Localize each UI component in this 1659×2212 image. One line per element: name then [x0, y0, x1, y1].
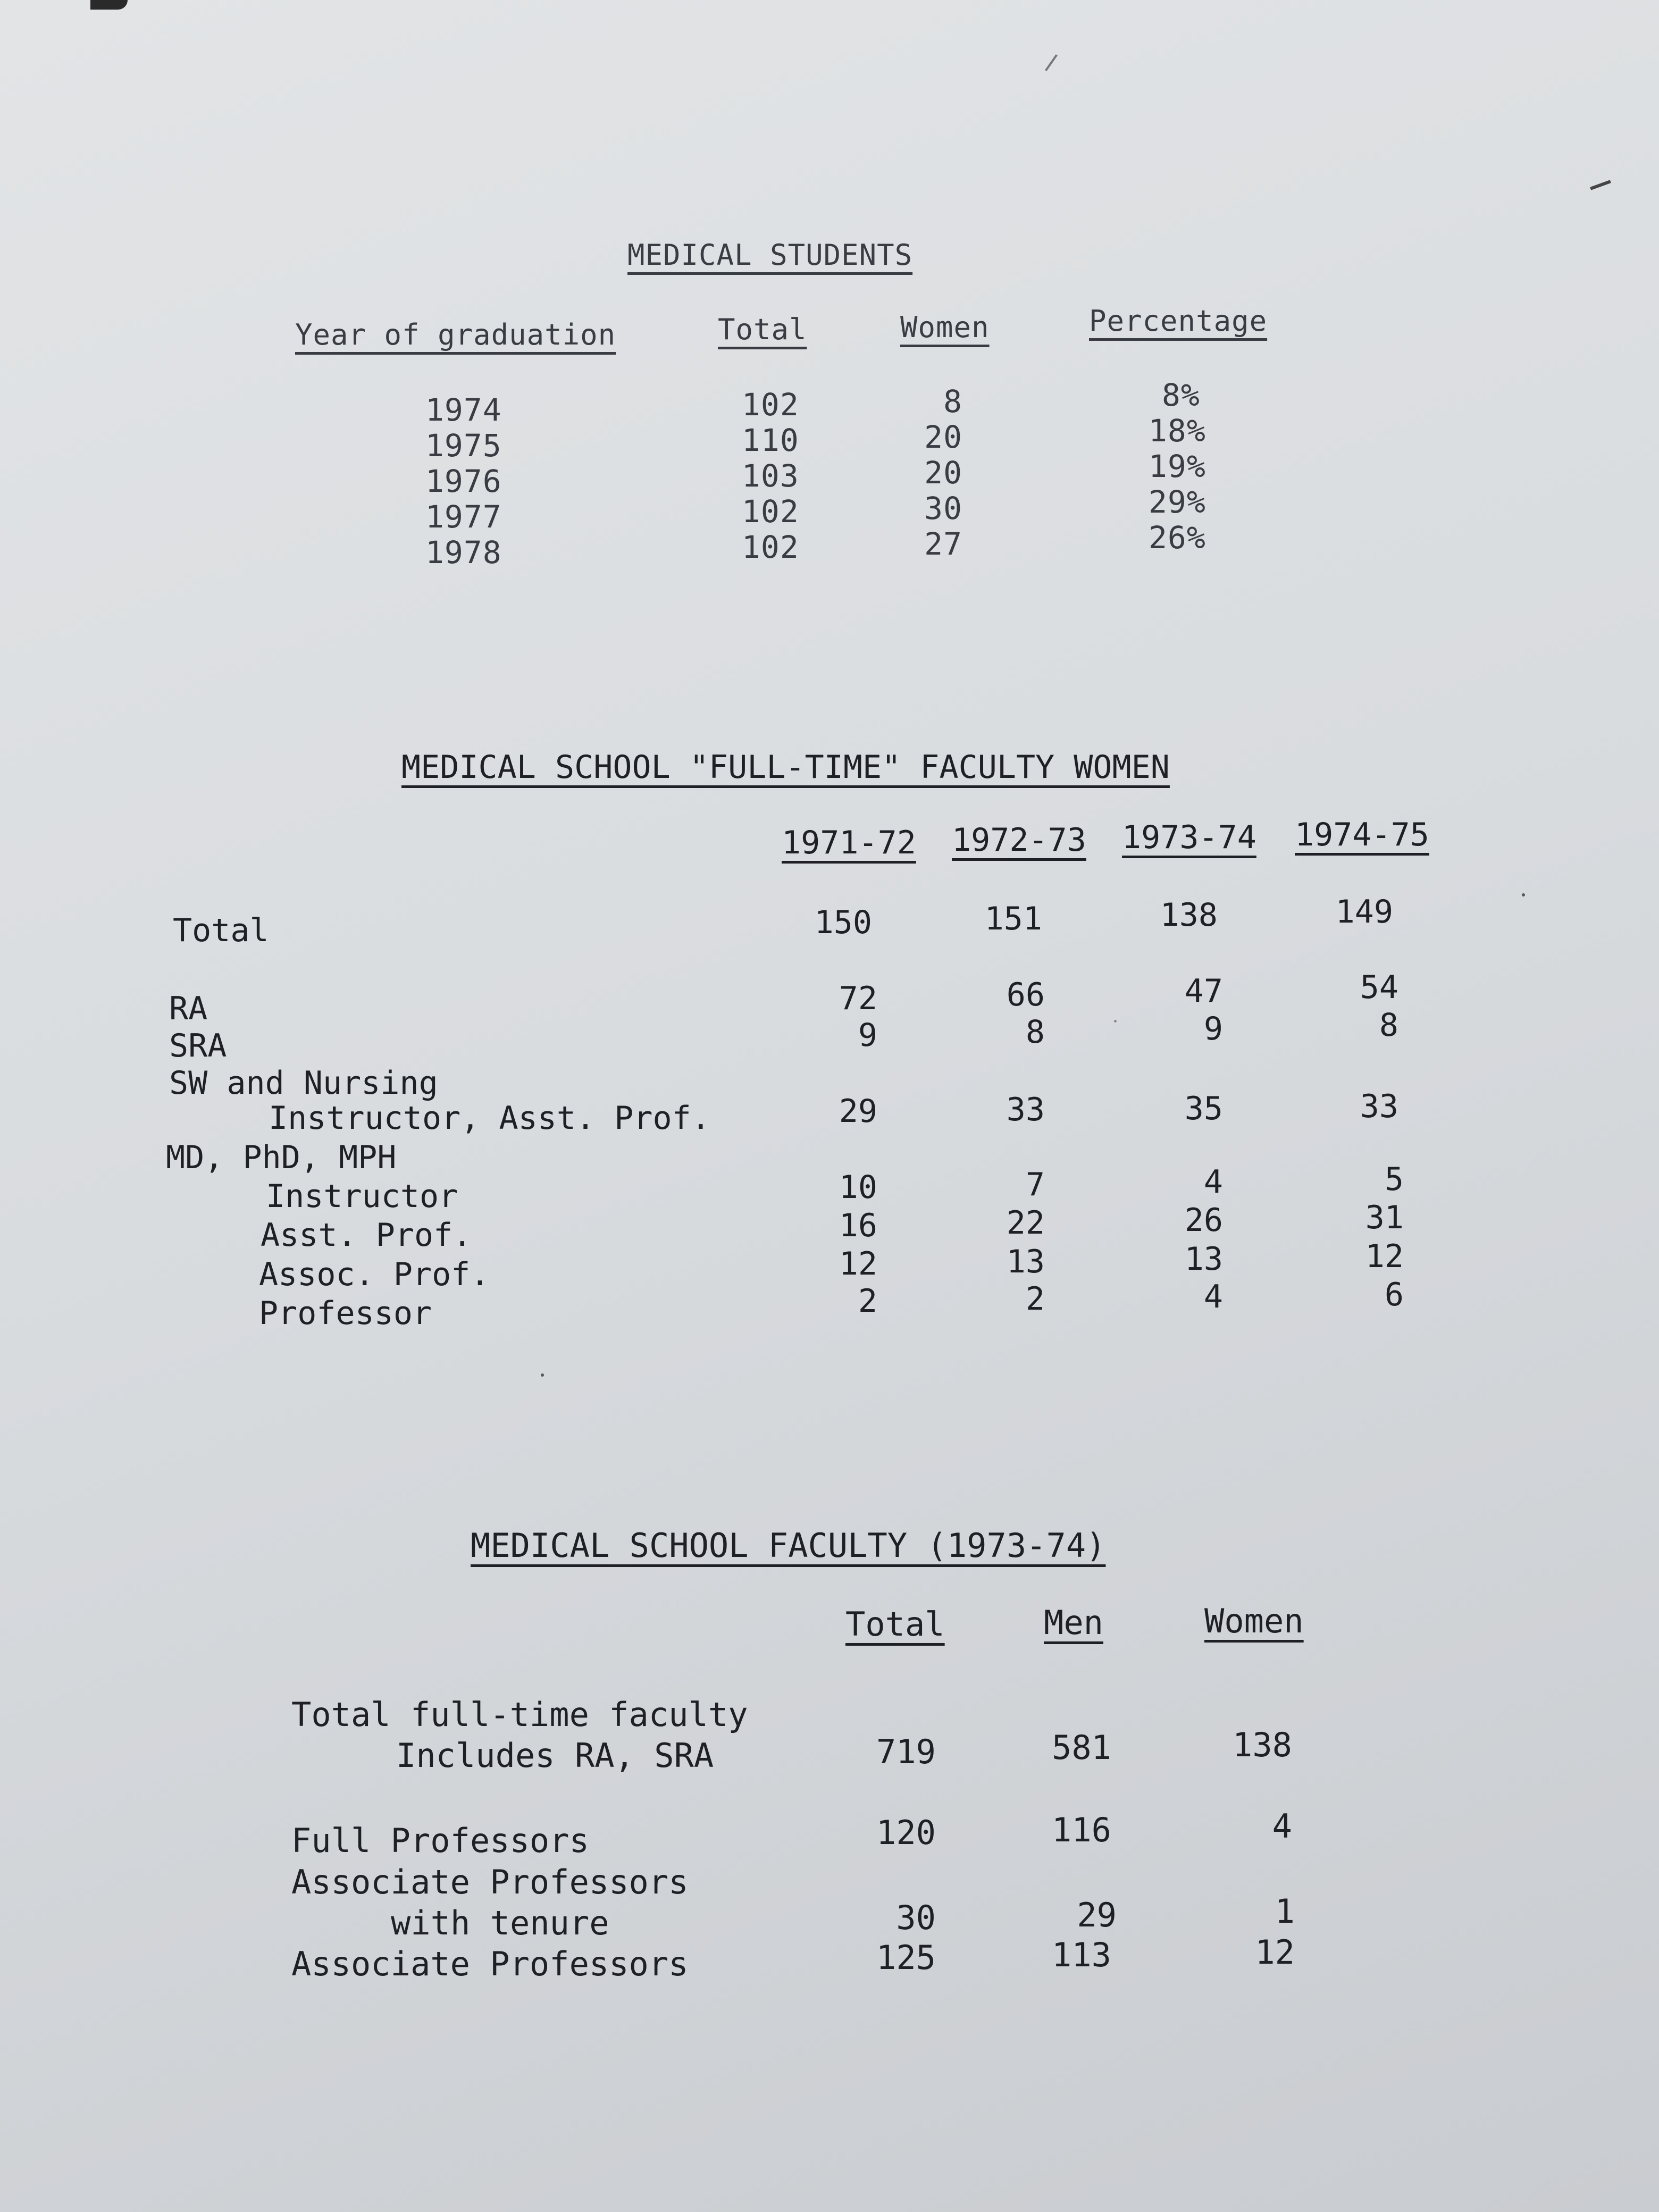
- cell-pct: 18%: [1149, 413, 1206, 449]
- cell-women: 27: [924, 526, 962, 562]
- cell-pct: 8%: [1162, 377, 1200, 413]
- total-column: [742, 387, 799, 565]
- cell-women: 30: [924, 490, 962, 526]
- cell-value: 149: [1335, 893, 1393, 931]
- cell-value: 4: [1203, 1278, 1223, 1316]
- header-men: Men: [1044, 1603, 1103, 1642]
- percentage-column: [1149, 378, 1206, 556]
- speck: [541, 1373, 544, 1377]
- header-year-1974: 1974-75: [1295, 816, 1429, 853]
- row-label: Total full-time faculty: [291, 1695, 748, 1734]
- cell-value: 54: [1360, 969, 1398, 1006]
- cell-value: 66: [1006, 976, 1045, 1013]
- cell-value: 2: [858, 1283, 877, 1320]
- row-label: Asst. Prof.: [261, 1217, 472, 1254]
- cell-value: 33: [1360, 1088, 1398, 1125]
- cell-value: 7: [1025, 1166, 1045, 1203]
- cell-value: 31: [1365, 1199, 1404, 1236]
- row-label: SRA: [169, 1027, 227, 1065]
- pencil-mark: [1590, 180, 1611, 190]
- cell-value: 6: [1384, 1276, 1404, 1313]
- cell-value: 8: [1379, 1007, 1398, 1044]
- cell-value: 12: [839, 1245, 877, 1283]
- cell-value: 138: [1160, 896, 1218, 934]
- row-label: with tenure: [391, 1904, 609, 1942]
- cell-value: 2: [1025, 1280, 1045, 1318]
- cell-total: 102: [742, 529, 799, 565]
- cell-value: 12: [1365, 1238, 1404, 1275]
- cell-total: 103: [742, 458, 799, 494]
- cell-value: 47: [1184, 973, 1223, 1010]
- row-label: Associate Professors: [291, 1863, 689, 1901]
- cell-value: 22: [1006, 1204, 1045, 1242]
- row-label: Full Professors: [291, 1821, 589, 1860]
- pencil-mark: [1045, 54, 1058, 71]
- cell-value: 33: [1006, 1091, 1045, 1128]
- cell-value: 151: [984, 900, 1042, 937]
- cell-value: 1: [1275, 1892, 1295, 1931]
- row-label: Instructor, Asst. Prof.: [269, 1100, 710, 1137]
- cell-women: 20: [924, 419, 962, 455]
- cell-value: 581: [1052, 1728, 1111, 1767]
- cell-value: 719: [876, 1732, 936, 1771]
- row-label: Professor: [259, 1295, 432, 1332]
- cell-year: 1977: [425, 499, 502, 535]
- cell-value: 72: [839, 980, 877, 1017]
- cell-value: 120: [876, 1813, 936, 1852]
- cell-value: 9: [1203, 1010, 1223, 1048]
- cell-pct: 26%: [1149, 520, 1206, 556]
- cell-pct: 29%: [1149, 484, 1206, 520]
- cell-value: 29: [1077, 1896, 1117, 1934]
- section-title: MEDICAL SCHOOL FACULTY (1973-74): [471, 1526, 1106, 1565]
- cell-year: 1976: [425, 463, 502, 499]
- cell-total: 102: [742, 387, 799, 423]
- cell-pct: 19%: [1149, 448, 1206, 484]
- row-label: MD, PhD, MPH: [166, 1139, 397, 1176]
- cell-year: 1975: [425, 428, 502, 464]
- header-year-1973: 1973-74: [1122, 819, 1256, 856]
- section-title: MEDICAL STUDENTS: [627, 238, 913, 272]
- cell-value: 113: [1052, 1936, 1111, 1974]
- corner-mark: [90, 0, 128, 10]
- header-percentage: Percentage: [1089, 304, 1268, 338]
- row-label: Assoc. Prof.: [259, 1256, 490, 1293]
- cell-women: 8: [943, 383, 962, 420]
- cell-year: 1974: [425, 392, 502, 428]
- row-label: SW and Nursing: [169, 1065, 438, 1102]
- cell-value: 5: [1384, 1161, 1404, 1198]
- cell-value: 29: [839, 1093, 877, 1130]
- section-title: MEDICAL SCHOOL "FULL-TIME" FACULTY WOMEN: [401, 749, 1170, 786]
- cell-value: 4: [1203, 1163, 1223, 1201]
- cell-value: 12: [1255, 1933, 1295, 1972]
- header-total: Total: [718, 313, 807, 346]
- speck: [1522, 893, 1525, 896]
- cell-total: 110: [742, 422, 799, 458]
- header-year-1971: 1971-72: [782, 824, 916, 861]
- cell-value: 10: [839, 1169, 877, 1206]
- cell-women: 20: [924, 455, 962, 491]
- row-label: Includes RA, SRA: [396, 1736, 714, 1775]
- cell-value: 4: [1272, 1807, 1292, 1846]
- header-year-1972: 1972-73: [952, 822, 1086, 859]
- cell-total: 102: [742, 493, 799, 530]
- row-label: RA: [169, 990, 208, 1027]
- cell-value: 116: [1052, 1811, 1111, 1849]
- cell-value: 30: [896, 1898, 936, 1937]
- header-women: Women: [1204, 1602, 1304, 1640]
- cell-value: 26: [1184, 1202, 1223, 1239]
- cell-year: 1978: [425, 534, 502, 571]
- cell-value: 13: [1184, 1241, 1223, 1278]
- year-column: [425, 392, 502, 571]
- header-women: Women: [900, 311, 990, 344]
- cell-value: 35: [1184, 1090, 1223, 1127]
- row-label: Total: [173, 912, 269, 949]
- cell-value: 16: [839, 1207, 877, 1244]
- women-column: [904, 384, 962, 562]
- cell-value: 8: [1025, 1013, 1045, 1051]
- row-label: Associate Professors: [291, 1945, 689, 1983]
- header-total: Total: [845, 1605, 945, 1644]
- cell-value: 150: [814, 904, 872, 941]
- speck: [1114, 1020, 1117, 1023]
- header-year: Year of graduation: [295, 318, 616, 351]
- cell-value: 125: [876, 1938, 936, 1977]
- cell-value: 9: [858, 1017, 877, 1054]
- row-label: Instructor: [266, 1178, 458, 1215]
- cell-value: 13: [1006, 1243, 1045, 1280]
- cell-value: 138: [1233, 1725, 1292, 1764]
